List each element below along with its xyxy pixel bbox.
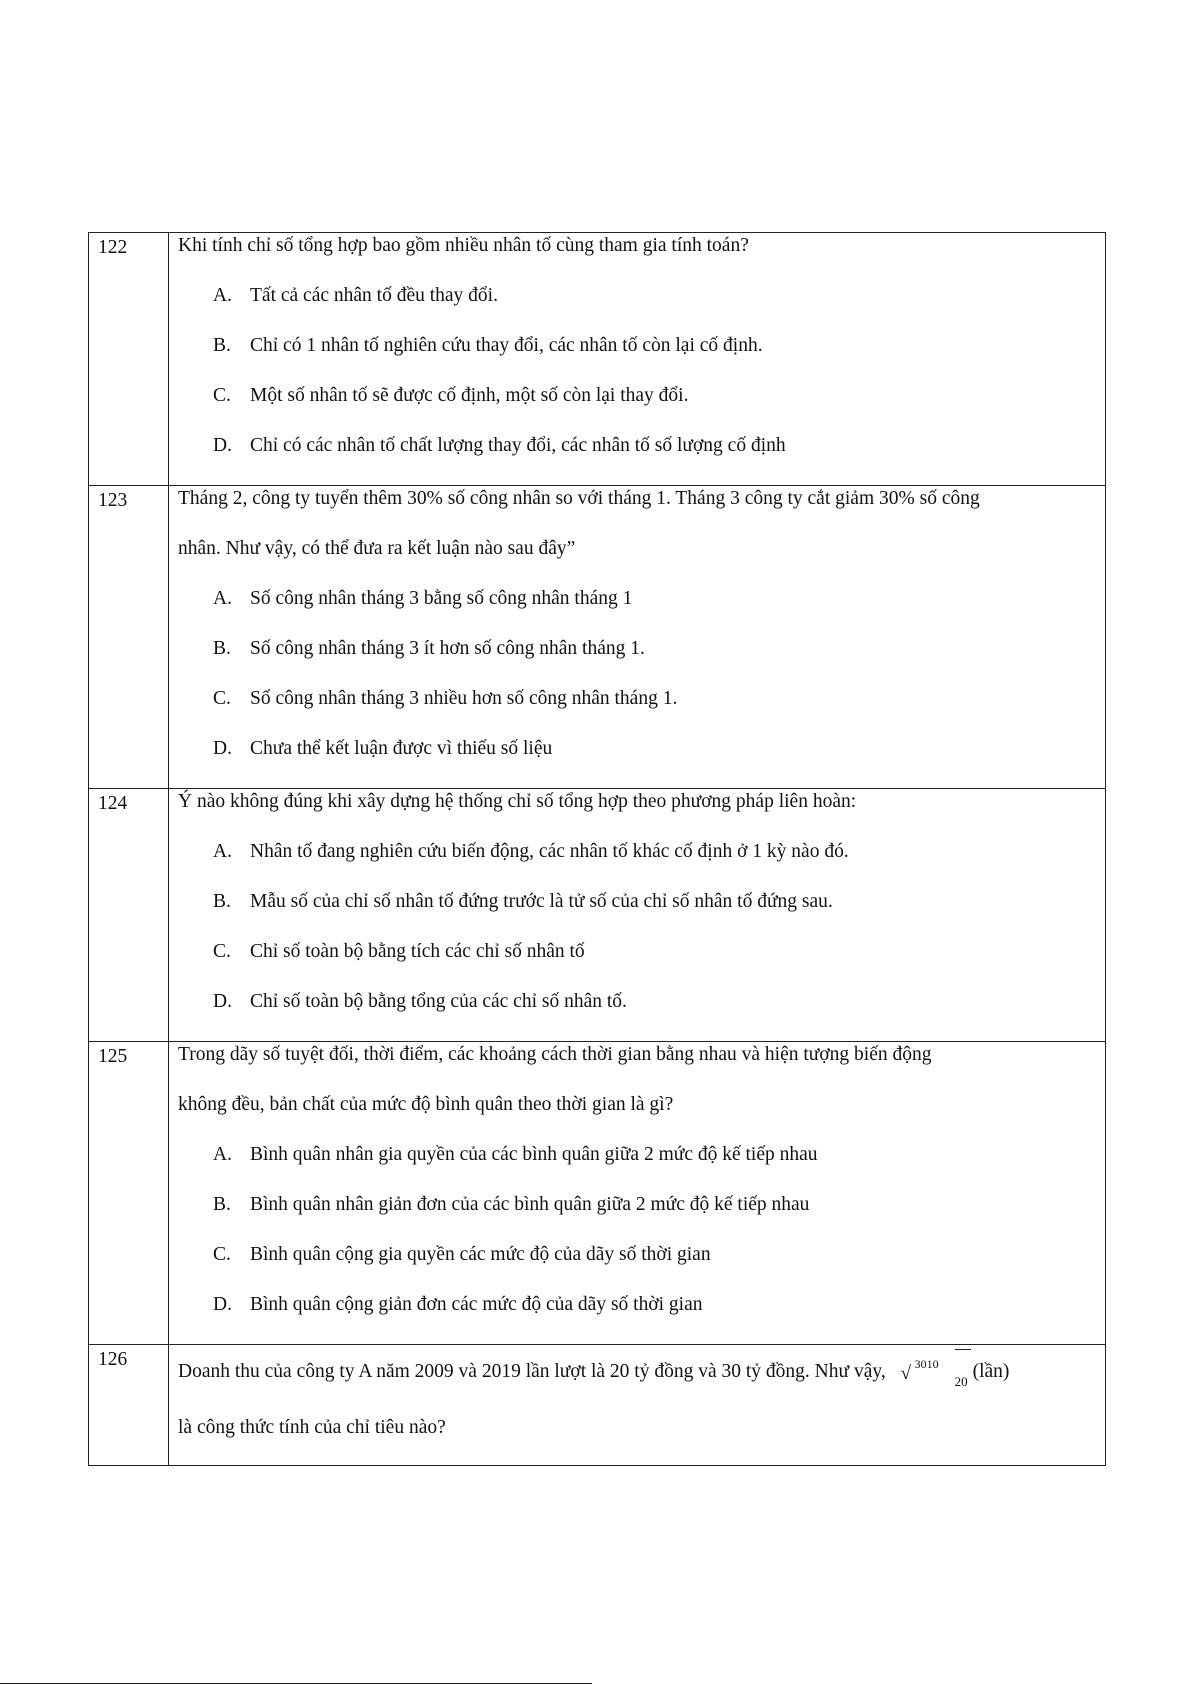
option-letter: C. [213,941,231,962]
option-d [178,435,1097,485]
option-letter: B. [213,891,231,912]
option-text: Mẫu số của chỉ số nhân tố đứng trước là tử số của chỉ số nhân tố đứng sau. [250,891,833,912]
option-text: Số công nhân tháng 3 ít hơn số công nhân tháng 1. [250,638,645,659]
option-letter: A. [213,285,232,306]
option-d [178,738,1097,788]
option-b [178,335,1097,385]
question-number: 123 [89,486,169,789]
option-text: Số công nhân tháng 3 nhiều hơn số công nhân tháng 1. [250,688,678,709]
question-row [89,233,1106,486]
fraction-bar [955,1349,971,1350]
question-text: nhân. Như vậy, có thể đưa ra kết luận nào sau đây” [178,538,576,559]
option-text: Bình quân nhân giản đơn của các bình quân giữa 2 mức độ kế tiếp nhau [250,1194,810,1215]
option-text: Chỉ có 1 nhân tố nghiên cứu thay đổi, các nhân tố còn lại cố định. [250,335,763,356]
option-c [178,1244,1097,1294]
option-a [178,1144,1097,1194]
question-number: 125 [89,1042,169,1345]
option-letter: A. [213,588,232,609]
question-number: 126 [89,1345,169,1466]
growth-rate-formula [895,1357,1015,1389]
option-text: Chỉ số toàn bộ bằng tích các chỉ số nhân tố [250,941,585,962]
question-text: là công thức tính của chỉ tiêu nào? [178,1417,446,1438]
question-body [169,789,1106,1042]
question-row [89,789,1106,1042]
option-letter: D. [213,435,232,456]
option-a [178,285,1097,335]
question-body [169,1345,1106,1466]
question-row [89,486,1106,789]
option-letter: C. [213,1244,231,1265]
formula-denominator: 20 [954,1374,968,1389]
option-c [178,385,1097,435]
question-body [169,233,1106,486]
option-text: Bình quân cộng gia quyền các mức độ của dãy số thời gian [250,1244,711,1265]
option-letter: D. [213,991,232,1012]
question-text [178,1347,1097,1409]
option-letter: D. [213,1294,232,1315]
question-text: không đều, bản chất của mức độ bình quân theo thời gian là gì? [178,1094,674,1115]
option-letter: B. [213,1194,231,1215]
option-text: Chưa thể kết luận được vì thiếu số liệu [250,738,553,759]
radical-sign: √ [900,1363,912,1384]
option-letter: B. [213,638,231,659]
option-text: Một số nhân tố sẽ được cố định, một số còn lại thay đổi. [250,385,689,406]
option-text: Bình quân nhân gia quyền của các bình quân giữa 2 mức độ kế tiếp nhau [250,1144,818,1165]
question-body [169,486,1106,789]
option-text: Tất cả các nhân tố đều thay đổi. [250,285,498,306]
option-d [178,1294,1097,1344]
option-b [178,1194,1097,1244]
formula-superscript: 3010 [914,1357,939,1371]
question-row [89,1345,1106,1466]
option-text: Chỉ có các nhân tố chất lượng thay đổi, các nhân tố số lượng cố định [250,435,786,456]
question-text: Khi tính chỉ số tổng hợp bao gồm nhiều nhân tố cùng tham gia tính toán? [178,235,749,256]
option-b [178,638,1097,688]
question-body [169,1042,1106,1345]
option-letter: C. [213,688,231,709]
option-letter: A. [213,1144,232,1165]
option-letter: C. [213,385,231,406]
option-a [178,841,1097,891]
questions-table [88,232,1106,1466]
option-b [178,891,1097,941]
option-letter: B. [213,335,231,356]
option-text: Nhân tố đang nghiên cứu biến động, các nhân tố khác cố định ở 1 kỳ nào đó. [250,841,849,862]
option-letter: A. [213,841,232,862]
option-letter: D. [213,738,232,759]
formula-unit: (lần) [972,1361,1010,1382]
question-text: Ý nào không đúng khi xây dựng hệ thống chỉ số tổng hợp theo phương pháp liên hoàn: [178,791,857,812]
option-text: Chỉ số toàn bộ bằng tổng của các chỉ số nhân tố. [250,991,627,1012]
question-text-part: Doanh thu của công ty A năm 2009 và 2019 lần lượt là 20 tỷ đồng và 30 tỷ đồng. Như vậy, [178,1361,886,1382]
question-number: 122 [89,233,169,486]
question-row [89,1042,1106,1345]
option-d [178,991,1097,1041]
option-c [178,688,1097,738]
question-number: 124 [89,789,169,1042]
option-a [178,588,1097,638]
option-text: Số công nhân tháng 3 bằng số công nhân tháng 1 [250,588,633,609]
option-text: Bình quân cộng giản đơn các mức độ của dãy số thời gian [250,1294,703,1315]
footnote-separator [0,1683,592,1684]
question-text: Trong dãy số tuyệt đối, thời điểm, các khoảng cách thời gian bằng nhau và hiện tượng biến động [178,1044,932,1065]
question-text: Tháng 2, công ty tuyển thêm 30% số công nhân so với tháng 1. Tháng 3 công ty cắt giảm 30% số công [178,488,980,509]
option-c [178,941,1097,991]
